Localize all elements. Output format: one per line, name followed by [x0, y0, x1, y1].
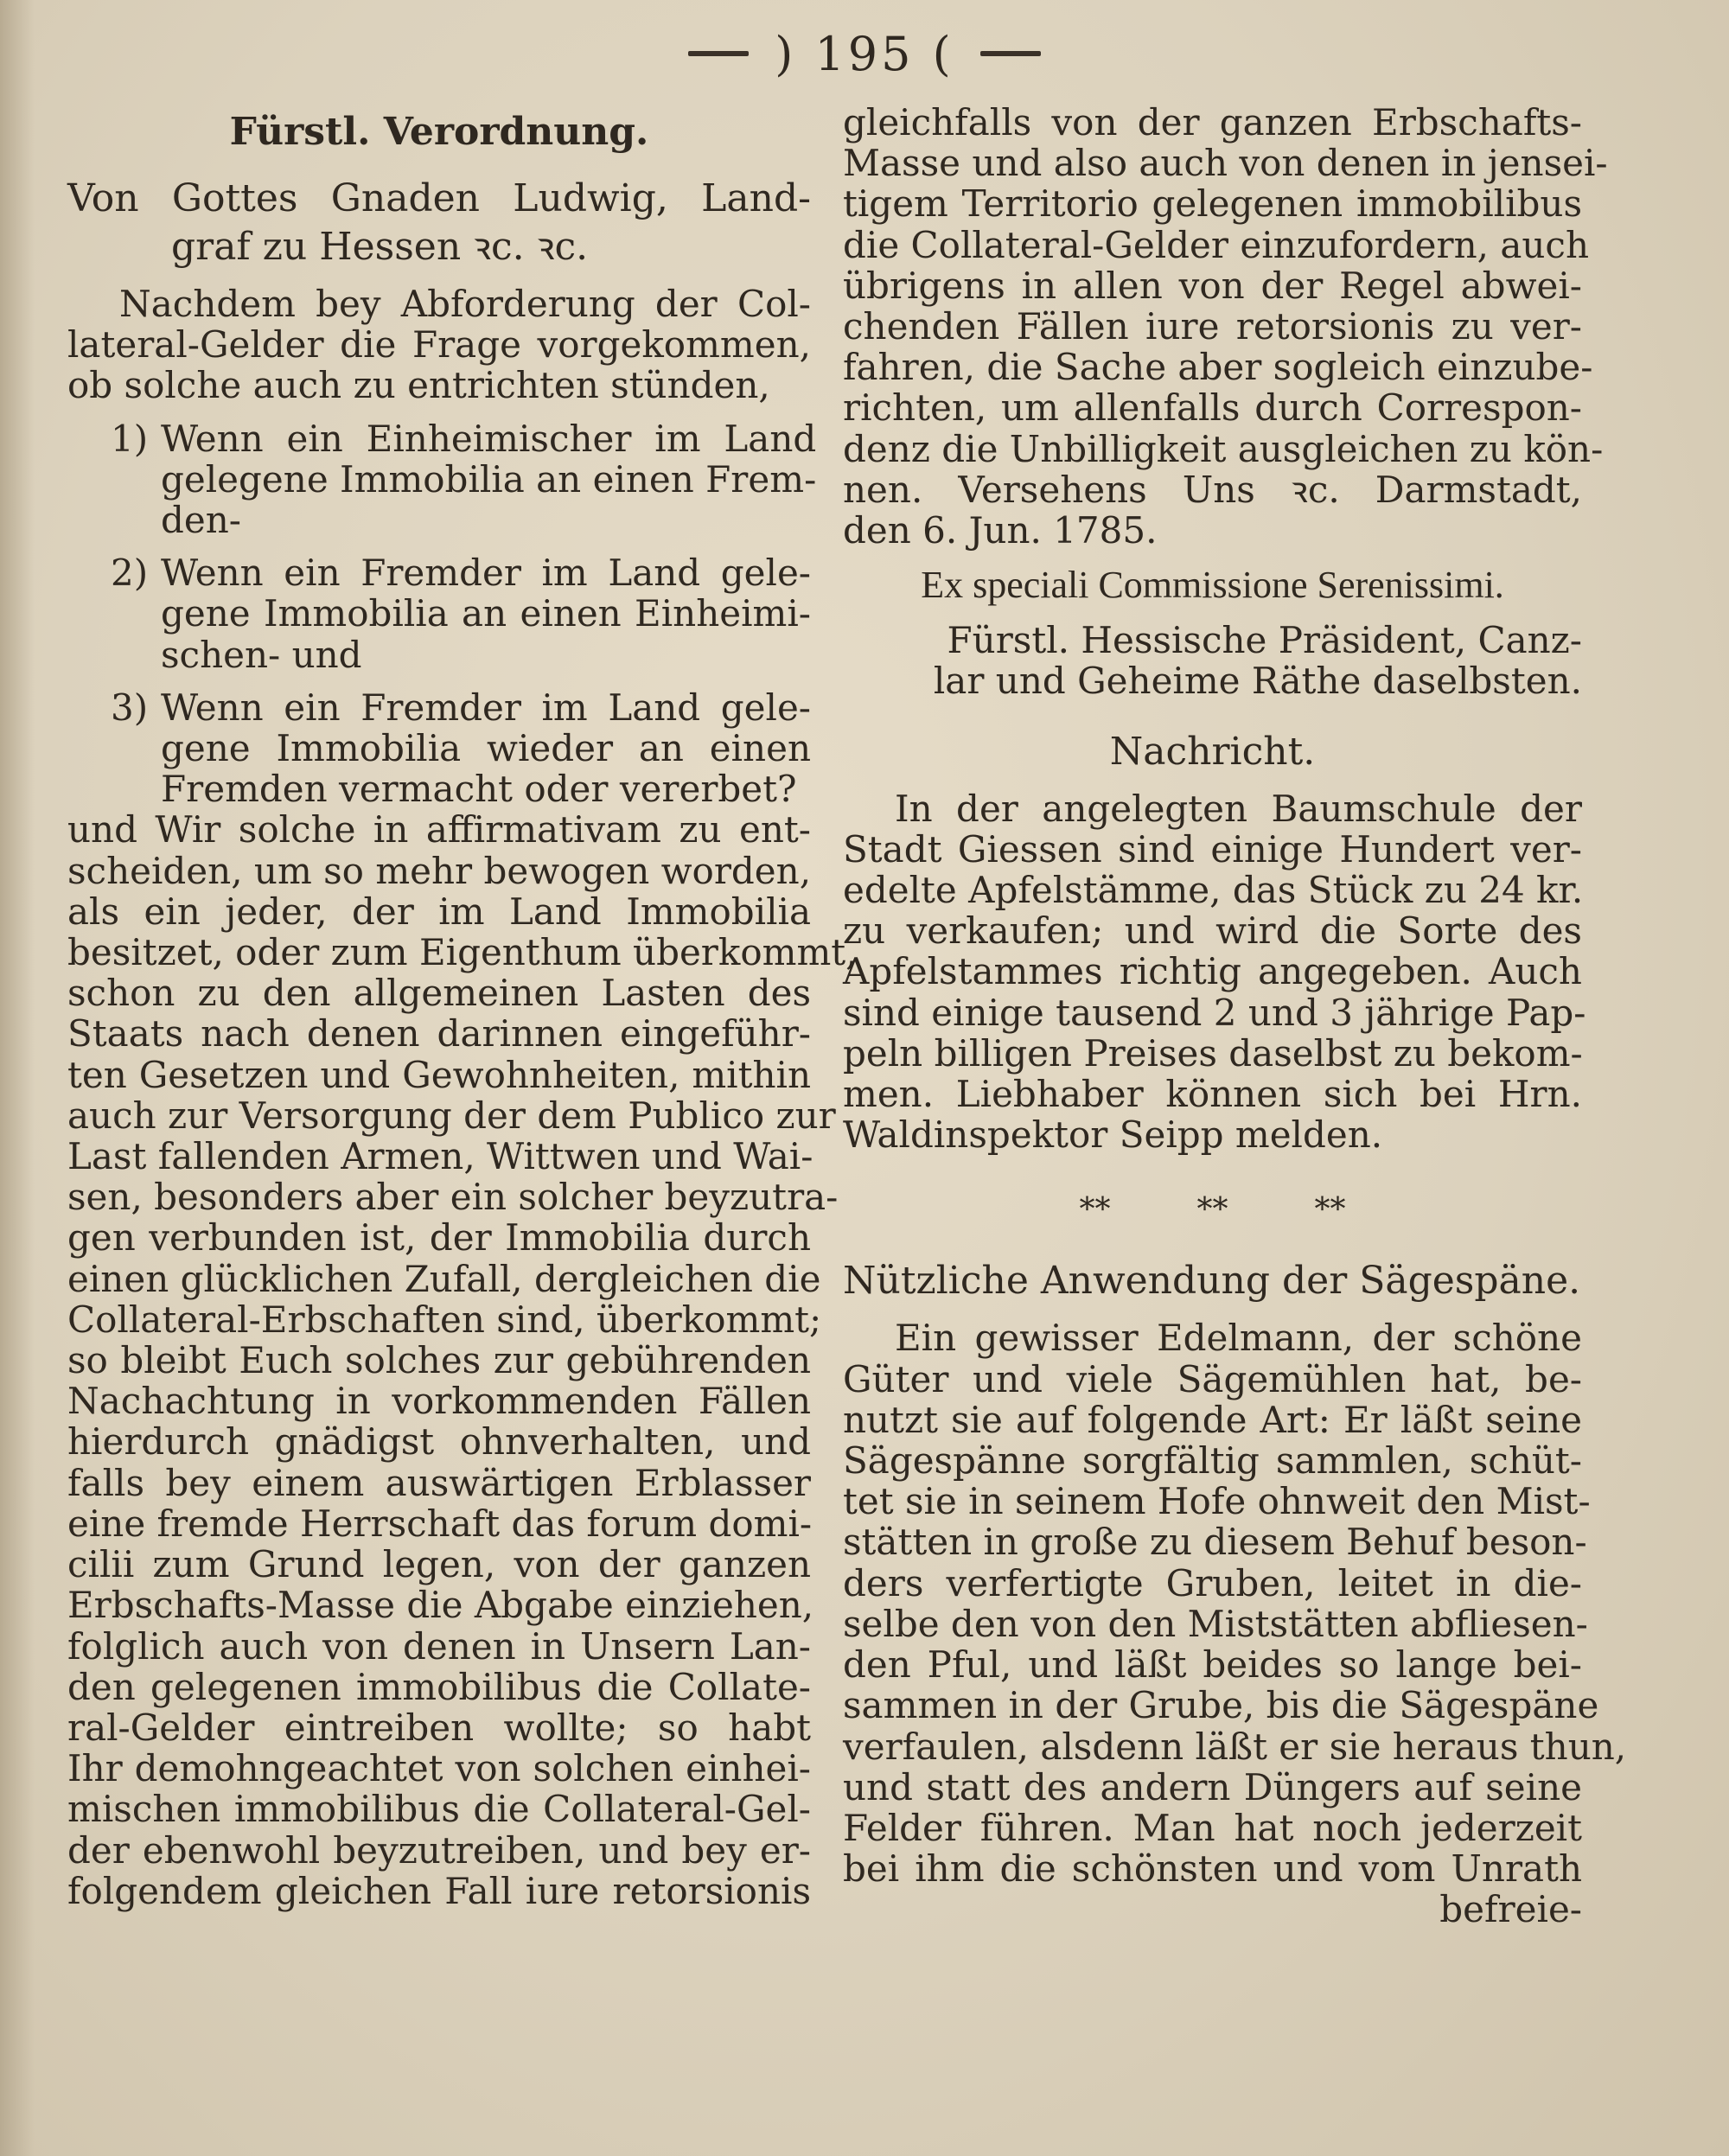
- notice-line: Waldinspektor Seipp melden.: [843, 1113, 1383, 1157]
- body-line: besitzet, oder zum Eigenthum überkommt,: [67, 931, 858, 974]
- question-line: gelegene Immobilia an einen Frem-: [161, 457, 817, 501]
- signature-line: Fürstl. Hessische Präsident, Canz-: [947, 619, 1582, 662]
- body-line: Nachachtung in vorkommenden Fällen: [67, 1380, 811, 1423]
- notice-line: men. Liebhaber können sich bei Hrn.: [843, 1073, 1582, 1116]
- left-column: [67, 102, 858, 1912]
- body-line: chenden Fällen iure retorsionis zu ver-: [843, 305, 1582, 348]
- article-heading: Nützliche Anwendung der Sägespäne.: [843, 1259, 1581, 1304]
- page-number: ) 195 (: [775, 26, 954, 81]
- intro-line: ob solche auch zu entrichten stünden,: [67, 364, 770, 407]
- body-line: scheiden, um so mehr bewogen worden,: [67, 849, 812, 892]
- notice-heading: Nachricht.: [1109, 729, 1316, 774]
- body-line: fahren, die Sache aber sogleich einzube-: [843, 346, 1593, 389]
- decree-title: Fürstl. Verordnung.: [229, 110, 649, 154]
- body-line: schon zu den allgemeinen Lasten des: [67, 972, 811, 1015]
- article-line: verfaulen, alsdenn läßt er sie heraus thun,: [843, 1725, 1627, 1768]
- right-column: [843, 101, 1627, 1931]
- header-rule-right: [980, 51, 1041, 56]
- article-line: und statt des andern Düngers auf seine: [843, 1765, 1582, 1808]
- article-line: Sägespänne sorgfältig sammlen, schüt-: [843, 1439, 1582, 1483]
- body-line: ten Gesetzen und Gewohnheiten, mithin: [67, 1053, 811, 1096]
- question-item: [67, 687, 811, 810]
- invocation-line: Von Gottes Gnaden Ludwig, Land-: [67, 176, 811, 220]
- body-line: hierdurch gnädigst ohnverhalten, und: [67, 1420, 811, 1464]
- body-line: Ihr demohngeachtet von solchen einhei-: [67, 1747, 811, 1790]
- notice-line: Stadt Giessen sind einige Hundert ver-: [843, 827, 1582, 871]
- body-line: Masse und also auch von denen in jensei-: [843, 142, 1608, 185]
- article-line: ders verfertigte Gruben, leitet in die-: [843, 1561, 1582, 1604]
- article-line: Felder führen. Man hat noch jederzeit: [843, 1806, 1582, 1849]
- catchword: befreie-: [1439, 1888, 1582, 1931]
- question-line: gene Immobilia an einen Einheimi-: [161, 592, 811, 635]
- body-line: nen. Versehens Uns ꝛc. Darmstadt,: [843, 468, 1582, 511]
- question-line: Wenn ein Fremder im Land gele-: [161, 552, 811, 595]
- body-line: die Collateral-Gelder einzufordern, auch: [843, 223, 1589, 266]
- notice-line: peln billigen Preises daselbst zu bekom-: [843, 1031, 1583, 1075]
- body-line: eine fremde Herrschaft das forum domi-: [67, 1502, 813, 1545]
- header-rule-left: [688, 51, 749, 56]
- question-line: Wenn ein Einheimischer im Land: [161, 417, 817, 460]
- question-number: 2): [111, 552, 149, 595]
- intro-line: lateral-Gelder die Frage vorgekommen,: [67, 323, 811, 367]
- body-line: Last fallenden Armen, Wittwen und Wai-: [67, 1135, 813, 1178]
- body-line: den gelegenen immobilibus die Collate-: [67, 1665, 811, 1708]
- body-line: Collateral-Erbschaften sind, überkommt;: [67, 1298, 822, 1341]
- asterism: **: [1314, 1192, 1346, 1228]
- article-line: bei ihm die schönsten und vom Unrath: [843, 1847, 1582, 1891]
- signature-line: lar und Geheime Räthe daselbsten.: [933, 660, 1582, 703]
- body-line: ral-Gelder eintreiben wollte; so habt: [67, 1706, 811, 1749]
- page-header: [0, 19, 1729, 88]
- body-line: folgendem gleichen Fall iure retorsionis: [67, 1869, 811, 1912]
- question-line: gene Immobilia wieder an einen: [161, 727, 811, 770]
- article-line: Ein gewisser Edelmann, der schöne: [895, 1317, 1582, 1360]
- question-number: 3): [111, 686, 149, 729]
- body-line: den 6. Jun. 1785.: [843, 509, 1158, 552]
- article-body: [843, 1317, 1627, 1891]
- question-number: 1): [111, 417, 149, 460]
- body-line: mischen immobilibus die Collateral-Gel-: [67, 1788, 811, 1831]
- decree-body: [67, 808, 858, 1912]
- article-line: nutzt sie auf folgende Art: Er läßt seine: [843, 1398, 1582, 1441]
- body-line: der ebenwohl beyzutreiben, und bey er-: [67, 1828, 811, 1872]
- binding-shadow: [0, 0, 35, 2156]
- notice-body: [843, 787, 1586, 1157]
- body-line: cilii zum Grund legen, von der ganzen: [67, 1543, 811, 1586]
- body-line: Staats nach denen darinnen eingeführ-: [67, 1012, 811, 1056]
- intro-line: Nachdem bey Abforderung der Col-: [119, 283, 811, 325]
- body-line: so bleibt Euch solches zur gebührenden: [67, 1339, 811, 1382]
- question-line: Fremden vermacht oder vererbet?: [161, 768, 797, 811]
- invocation-line: graf zu Hessen ꝛc. ꝛc.: [171, 225, 589, 269]
- body-line: gleichfalls von der ganzen Erbschafts-: [843, 101, 1582, 144]
- notice-line: edelte Apfelstämme, das Stück zu 24 kr.: [843, 869, 1584, 912]
- body-line: übrigens in allen von der Regel abwei-: [843, 264, 1582, 307]
- notice-line: Apfelstammes richtig angegeben. Auch: [843, 950, 1582, 993]
- section-separator: [843, 1184, 1582, 1236]
- article-line: sammen in der Grube, bis die Sägespäne: [843, 1684, 1599, 1727]
- article-line: selbe den von den Miststätten abfliesen-: [843, 1602, 1588, 1645]
- article-line: stätten in große zu diesem Behuf beson-: [843, 1521, 1587, 1564]
- article-line: den Pful, und läßt beides so lange bei-: [843, 1643, 1582, 1687]
- body-line: Erbschafts-Masse die Abgabe einziehen,: [67, 1584, 814, 1627]
- question-line: schen- und: [161, 633, 362, 676]
- body-line: als ein jeder, der im Land Immobilia: [67, 890, 811, 933]
- notice-line: sind einige tausend 2 und 3 jährige Pap-: [843, 991, 1586, 1034]
- body-line: denz die Unbilligkeit ausgleichen zu kön-: [843, 427, 1604, 470]
- article-line: Güter und viele Sägemühlen hat, be-: [843, 1357, 1582, 1400]
- notice-line: zu verkaufen; und wird die Sorte des: [843, 909, 1582, 953]
- commission-line: Ex speciali Commissione Serenissimi.: [921, 564, 1504, 607]
- body-line: auch zur Versorgung der dem Publico zur: [67, 1094, 836, 1137]
- decree-continuation: [843, 101, 1608, 552]
- body-line: und Wir solche in affirmativam zu ent-: [67, 808, 811, 852]
- asterism: **: [1196, 1192, 1228, 1228]
- body-line: folglich auch von denen in Unsern Lan-: [67, 1624, 811, 1668]
- question-item: [67, 552, 811, 675]
- asterism: **: [1079, 1192, 1111, 1228]
- question-item: [67, 417, 817, 542]
- question-line: Wenn ein Fremder im Land gele-: [161, 686, 811, 729]
- body-line: richten, um allenfalls durch Correspon-: [843, 386, 1582, 430]
- question-line: den-: [161, 499, 241, 542]
- body-line: einen glücklichen Zufall, dergleichen die: [67, 1257, 821, 1300]
- article-line: tet sie in seinem Hofe ohnweit den Mist-: [843, 1480, 1591, 1523]
- body-line: tigem Territorio gelegenen immobilibus: [843, 182, 1582, 226]
- body-line: gen verbunden ist, der Immobilia durch: [67, 1216, 811, 1260]
- body-line: sen, besonders aber ein solcher beyzutra-: [67, 1176, 839, 1219]
- body-line: falls bey einem auswärtigen Erblasser: [67, 1461, 811, 1504]
- notice-line: In der angelegten Baumschule der: [895, 787, 1582, 830]
